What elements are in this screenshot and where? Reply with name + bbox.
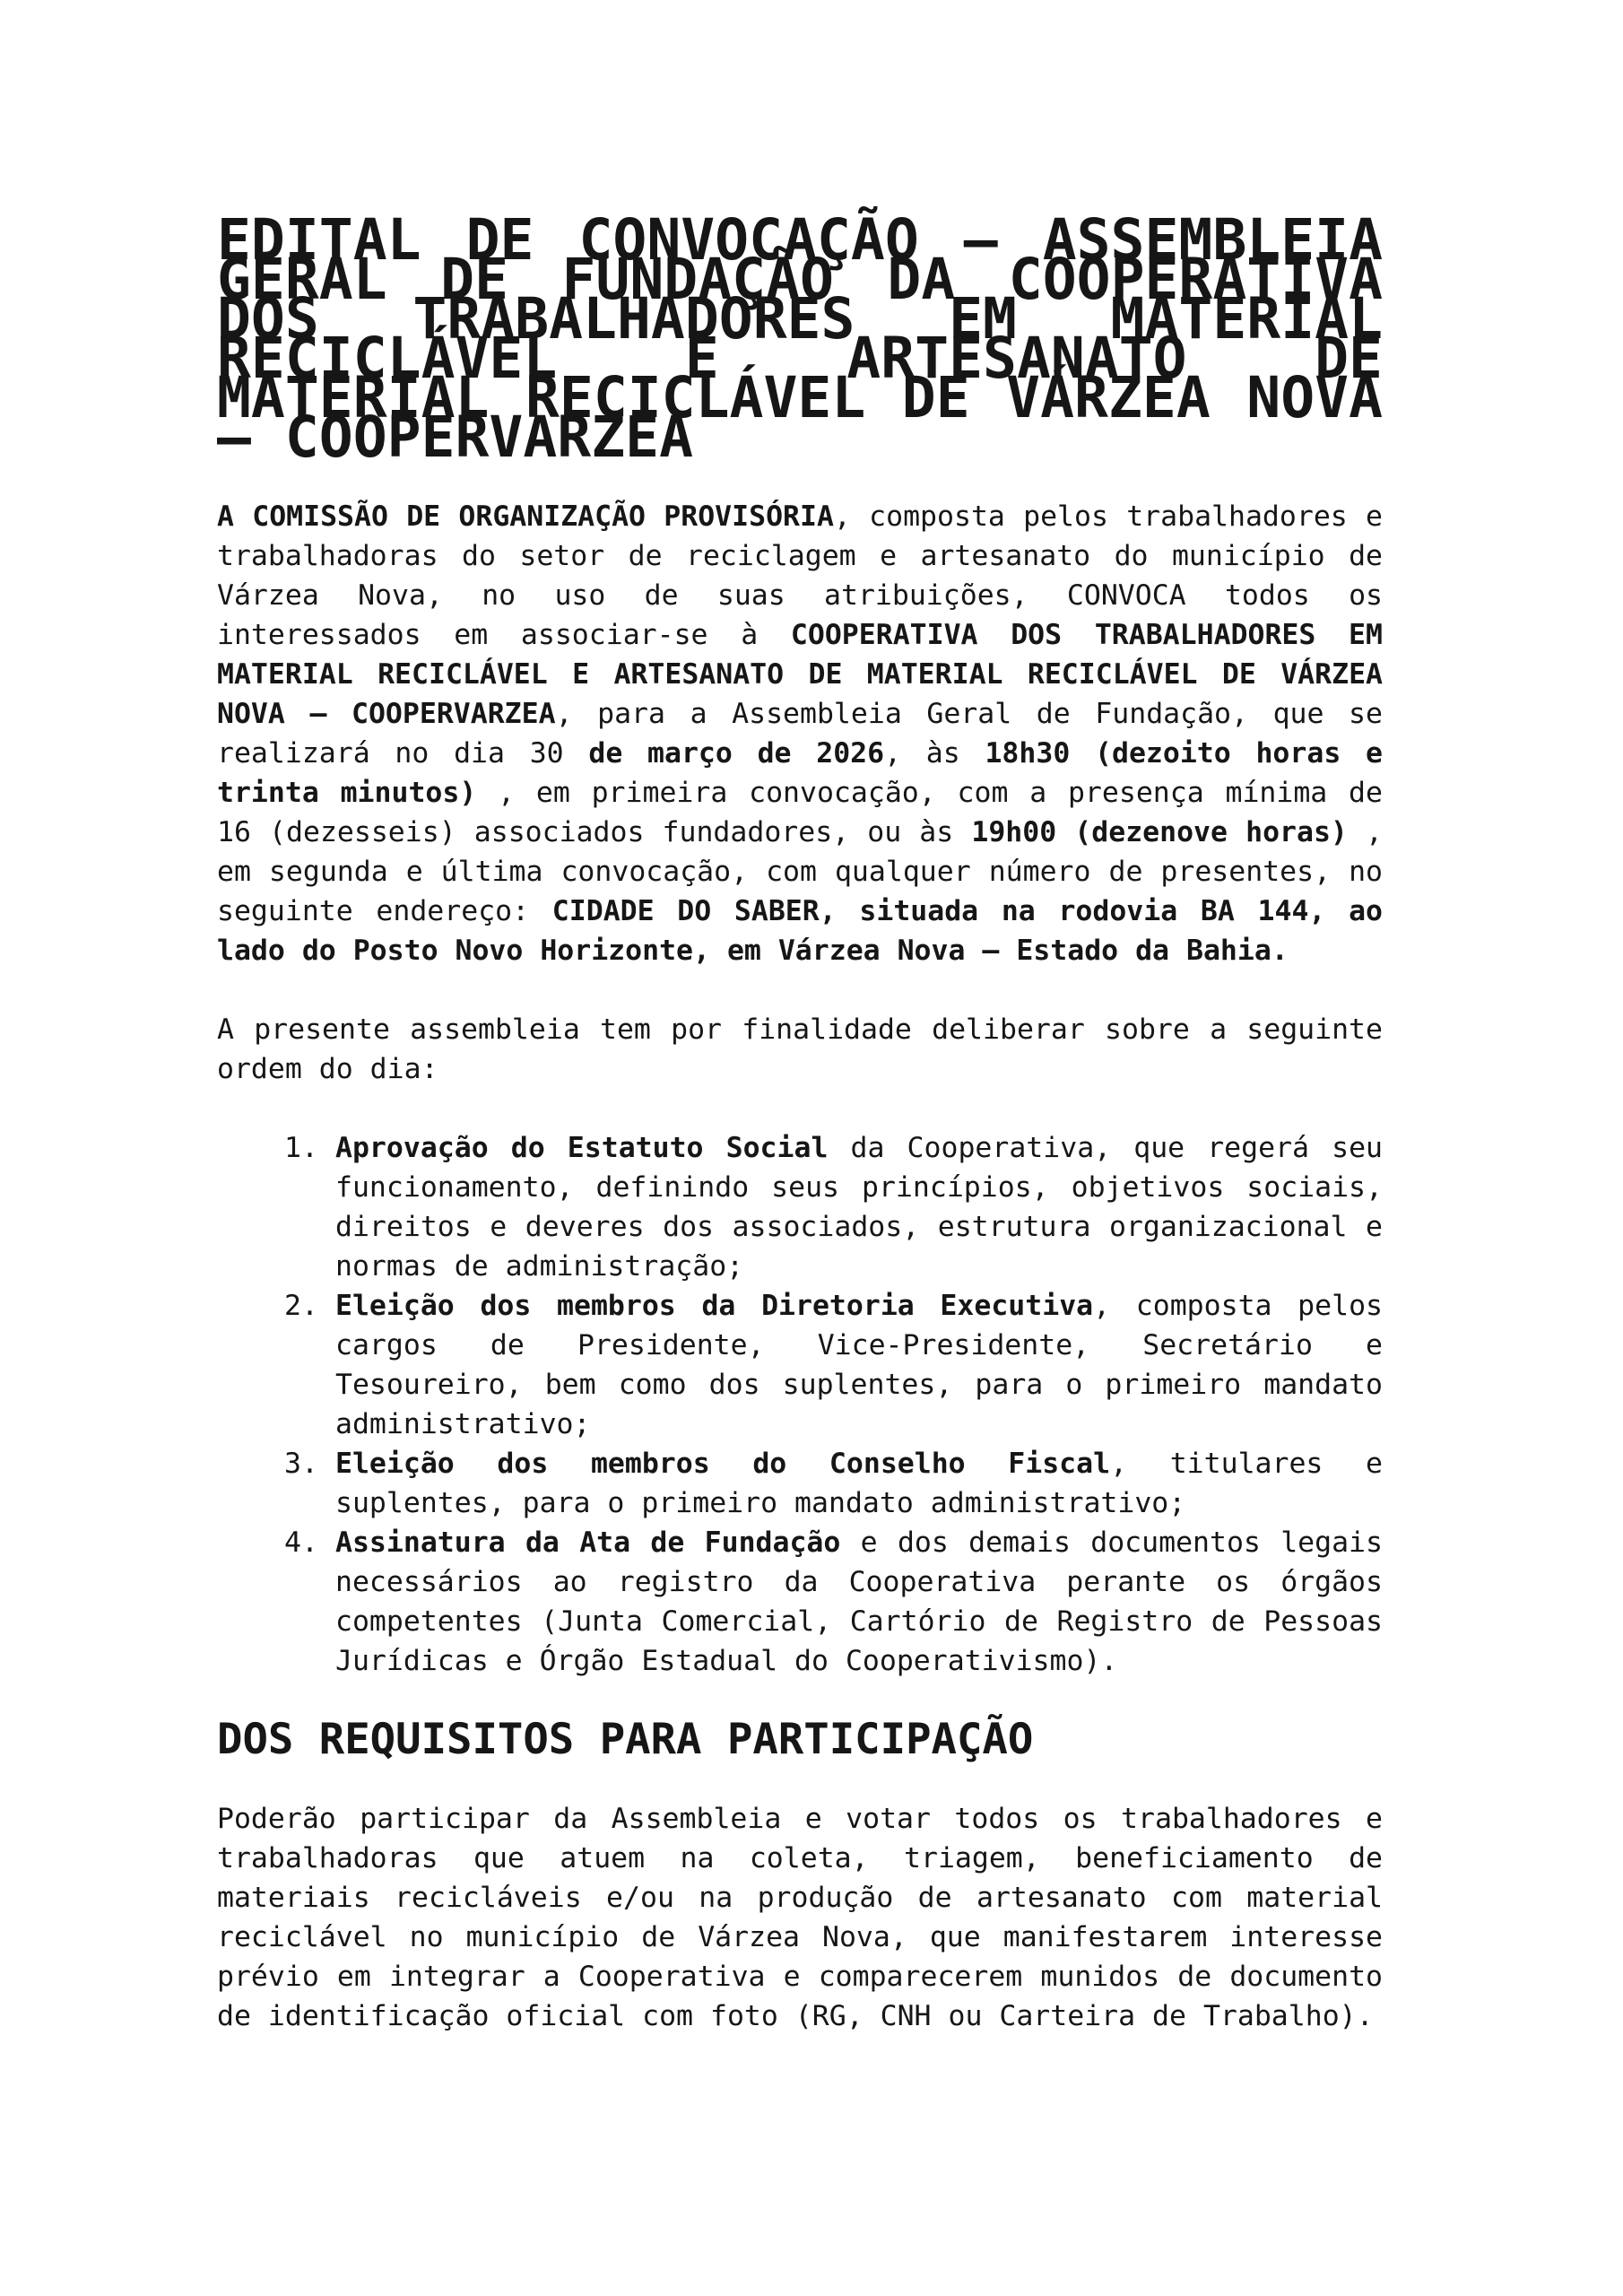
text-run: 19h00 (dezenove horas) (971, 816, 1348, 848)
agenda-item-text (335, 1128, 1383, 1286)
agenda-item-number: 3. (284, 1448, 318, 1480)
convocation-paragraph (217, 497, 1383, 970)
requirements-paragraph: Poderão participar da Assembleia e votar todos os trabalhadores e trabalhadoras que atuem na coleta, triagem, beneficiamento de materiais recicláveis e/ou na produção de artesanato com material reciclável no município de Várzea Nova, que manifestarem interesse prévio em integrar a Cooperativa e comparecerem munidos de documento de identificação oficial com foto (RG, CNH ou Carteira de Trabalho). (217, 1803, 1383, 2032)
agenda-item-2 (217, 1286, 1383, 1444)
text-run: e dos demais documentos legais necessários ao registro da Cooperativa perante os órgãos competentes (Junta Comercial, Cartório de Registro de Pessoas Jurídicas e Órgão Estadual do Cooperativismo). (335, 1526, 1383, 1677)
text-run: de março de 2026 (588, 737, 885, 770)
text-run: , em primeira convocação, com a presença mínima de 16 (dezesseis) associados fundadores, ou às (217, 777, 1383, 848)
agenda-item-1 (217, 1128, 1383, 1286)
agenda-item-3 (217, 1444, 1383, 1523)
document-title: EDITAL DE CONVOCAÇÃO – ASSEMBLEIA GERAL DE FUNDAÇÃO DA COOPERATIVA DOS TRABALHADORES EM MATERIAL RECICLÁVEL E ARTESANATO DE MATERIAL RECICLÁVEL DE VÁRZEA NOVA – COOPERVARZEA (217, 207, 1383, 470)
text-run: , composta pelos trabalhadores e trabalhadoras do setor de reciclagem e artesanato do município de Várzea Nova, no uso de suas atribuições, CONVOCA todos os interessados em associar-se à (217, 500, 1383, 651)
text-run: , para a Assembleia Geral de Fundação, que se realizará no dia 30 (217, 698, 1383, 770)
agenda-item-number: 1. (284, 1132, 318, 1164)
text-run: CIDADE DO SABER, situada na rodovia BA 144, ao lado do Posto Novo Horizonte, em Várzea Nova – Estado da Bahia. (217, 895, 1384, 967)
text-run: Eleição dos membros do Conselho Fiscal (335, 1448, 1111, 1480)
requirements-section-heading: DOS REQUISITOS PARA PARTICIPAÇÃO (217, 1715, 1034, 1764)
agenda-item-4 (217, 1523, 1383, 1681)
purpose-paragraph: A presente assembleia tem por finalidade deliberar sobre a seguinte ordem do dia: (217, 1013, 1383, 1085)
text-run: Eleição dos membros da Diretoria Executiva (335, 1290, 1094, 1322)
agenda-item-number: 4. (284, 1526, 318, 1559)
text-run: , titulares e suplentes, para o primeiro mandato administrativo; (335, 1448, 1384, 1519)
agenda-item-text (335, 1523, 1383, 1681)
text-run: Aprovação do Estatuto Social (335, 1132, 829, 1164)
text-run: , em segunda e última convocação, com qualquer número de presentes, no seguinte endereço: (217, 816, 1383, 927)
text-run: A COMISSÃO DE ORGANIZAÇÃO PROVISÓRIA (217, 500, 834, 533)
text-run: COOPERATIVA DOS TRABALHADORES EM MATERIAL RECICLÁVEL E ARTESANATO DE MATERIAL RECICLÁVEL DE VÁRZEA NOVA – COOPERVARZEA (217, 619, 1383, 730)
agenda-item-number: 2. (284, 1290, 318, 1322)
text-run: da Cooperativa, que regerá seu funcionamento, definindo seus princípios, objetivos sociais, direitos e deveres dos associados, estrutura organizacional e normas de administração; (335, 1132, 1383, 1283)
text-run: 18h30 (dezoito horas e trinta minutos) (217, 737, 1383, 809)
agenda-item-text (335, 1444, 1383, 1523)
text-run: , composta pelos cargos de Presidente, Vice-Presidente, Secretário e Tesoureiro, bem como dos suplentes, para o primeiro mandato administrativo; (335, 1290, 1384, 1440)
agenda-list (217, 1128, 1383, 1681)
text-run: Assinatura da Ata de Fundação (335, 1526, 841, 1559)
agenda-item-text (335, 1286, 1383, 1444)
text-run: , às (884, 737, 985, 770)
